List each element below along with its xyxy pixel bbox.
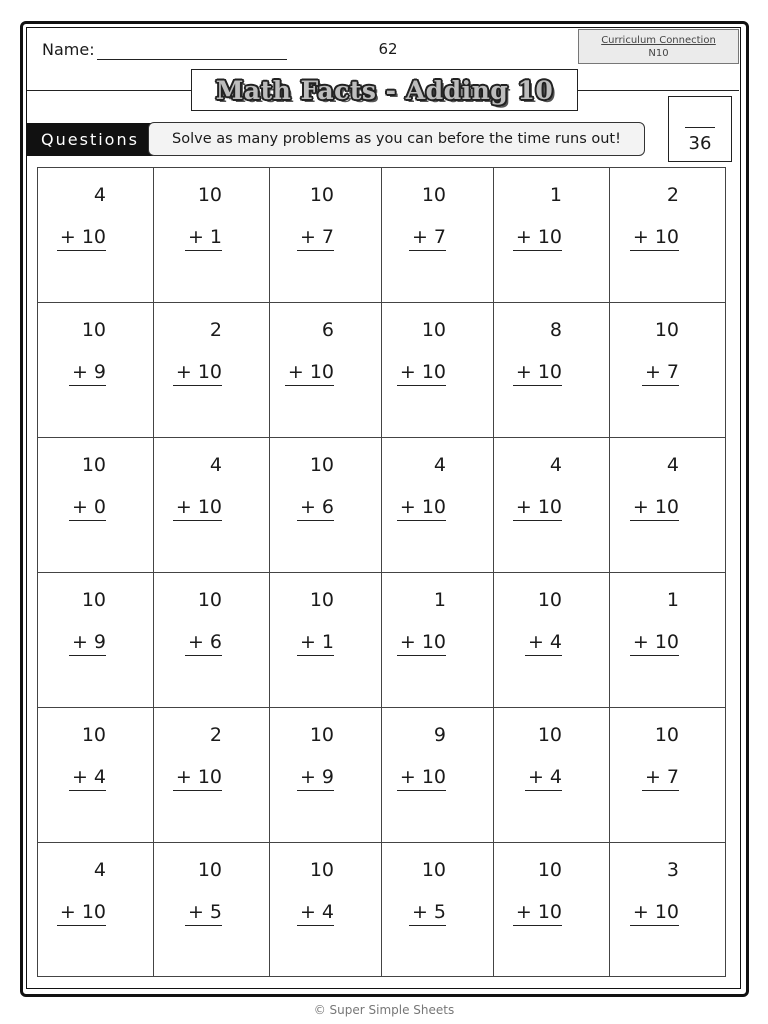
second-addend-row	[173, 764, 222, 791]
questions-tab: Questions	[27, 123, 153, 156]
second-addend: 10	[421, 496, 446, 518]
problem-cell[interactable]	[269, 842, 381, 977]
addition-problem	[297, 182, 334, 251]
curriculum-connection-title: Curriculum Connection	[601, 35, 716, 46]
addition-problem	[642, 722, 679, 791]
plus-sign: +	[299, 631, 322, 653]
second-addend: 10	[421, 361, 446, 383]
problem-cell[interactable]	[37, 437, 153, 572]
problem-cell[interactable]	[381, 842, 493, 977]
addition-problem	[185, 857, 222, 926]
first-addend: 10	[197, 184, 222, 206]
second-addend-row	[69, 764, 106, 791]
addition-problem	[397, 317, 446, 386]
plus-sign: +	[299, 226, 322, 248]
second-addend: 4	[321, 901, 334, 923]
second-addend-row	[397, 764, 446, 791]
second-addend-row	[642, 359, 679, 386]
addition-problem	[173, 317, 222, 386]
second-addend-row	[173, 359, 222, 386]
second-addend-row	[630, 494, 679, 521]
first-addend: 10	[309, 724, 334, 746]
first-addend: 10	[81, 724, 106, 746]
plus-sign: +	[175, 361, 198, 383]
second-addend-row	[642, 764, 679, 791]
second-addend: 4	[93, 766, 106, 788]
second-addend-row	[69, 629, 106, 656]
addition-problem	[513, 182, 562, 251]
first-addend: 10	[81, 454, 106, 476]
problem-cell[interactable]	[493, 707, 609, 842]
score-total: 36	[688, 133, 712, 154]
second-addend: 4	[549, 631, 562, 653]
addition-problem	[397, 587, 446, 656]
first-addend: 6	[321, 319, 334, 341]
plus-sign: +	[175, 496, 198, 518]
problem-cell[interactable]	[269, 167, 381, 302]
second-addend: 10	[654, 631, 679, 653]
addition-problem	[525, 722, 562, 791]
second-addend: 10	[421, 631, 446, 653]
plus-sign: +	[632, 631, 655, 653]
second-addend: 10	[197, 496, 222, 518]
second-addend-row	[285, 359, 334, 386]
problem-cell[interactable]	[381, 707, 493, 842]
plus-sign: +	[399, 631, 422, 653]
addition-problem	[297, 452, 334, 521]
second-addend-row	[297, 629, 334, 656]
addition-problem	[513, 857, 562, 926]
second-addend-row	[69, 359, 106, 386]
problem-cell[interactable]	[609, 302, 726, 437]
second-addend-row	[513, 224, 562, 251]
plus-sign: +	[71, 361, 94, 383]
second-addend-row	[297, 764, 334, 791]
addition-problem	[285, 317, 334, 386]
addition-problem	[630, 452, 679, 521]
first-addend: 4	[93, 859, 106, 881]
problem-grid	[37, 167, 726, 977]
plus-sign: +	[644, 361, 667, 383]
first-addend: 3	[666, 859, 679, 881]
first-addend: 10	[537, 859, 562, 881]
first-addend: 4	[209, 454, 222, 476]
sheet-number: 62	[378, 40, 398, 58]
second-addend-row	[513, 899, 562, 926]
second-addend: 10	[537, 496, 562, 518]
curriculum-connection-box	[578, 29, 739, 64]
addition-problem	[397, 452, 446, 521]
first-addend: 10	[537, 589, 562, 611]
second-addend-row	[525, 764, 562, 791]
name-line[interactable]	[97, 59, 287, 60]
problem-cell[interactable]	[269, 572, 381, 707]
first-addend: 10	[537, 724, 562, 746]
second-addend: 10	[197, 361, 222, 383]
second-addend: 0	[93, 496, 106, 518]
problem-cell[interactable]	[153, 302, 269, 437]
problem-cell[interactable]	[269, 707, 381, 842]
problem-cell[interactable]	[381, 572, 493, 707]
addition-problem	[409, 182, 446, 251]
plus-sign: +	[187, 226, 210, 248]
plus-sign: +	[411, 901, 434, 923]
first-addend: 10	[421, 184, 446, 206]
first-addend: 1	[549, 184, 562, 206]
plus-sign: +	[299, 496, 322, 518]
addition-problem	[57, 857, 106, 926]
first-addend: 10	[309, 589, 334, 611]
second-addend: 10	[654, 226, 679, 248]
first-addend: 10	[309, 859, 334, 881]
first-addend: 9	[433, 724, 446, 746]
addition-problem	[630, 587, 679, 656]
plus-sign: +	[399, 766, 422, 788]
second-addend: 10	[81, 226, 106, 248]
plus-sign: +	[399, 361, 422, 383]
addition-problem	[69, 317, 106, 386]
second-addend-row	[297, 224, 334, 251]
addition-problem	[69, 722, 106, 791]
second-addend-row	[297, 899, 334, 926]
second-addend: 10	[421, 766, 446, 788]
addition-problem	[185, 182, 222, 251]
second-addend: 9	[93, 631, 106, 653]
first-addend: 1	[666, 589, 679, 611]
problem-cell[interactable]	[609, 707, 726, 842]
first-addend: 10	[197, 589, 222, 611]
problem-cell[interactable]	[37, 572, 153, 707]
second-addend: 10	[309, 361, 334, 383]
addition-problem	[513, 317, 562, 386]
plus-sign: +	[527, 766, 550, 788]
addition-problem	[297, 722, 334, 791]
addition-problem	[57, 182, 106, 251]
second-addend-row	[185, 224, 222, 251]
second-addend: 5	[433, 901, 446, 923]
plus-sign: +	[527, 631, 550, 653]
second-addend-row	[409, 224, 446, 251]
addition-problem	[69, 452, 106, 521]
plus-sign: +	[187, 631, 210, 653]
plus-sign: +	[632, 496, 655, 518]
addition-problem	[630, 857, 679, 926]
second-addend: 6	[321, 496, 334, 518]
first-addend: 4	[433, 454, 446, 476]
second-addend-row	[185, 899, 222, 926]
second-addend: 7	[666, 766, 679, 788]
instruction-box	[148, 122, 645, 156]
addition-problem	[630, 182, 679, 251]
second-addend-row	[57, 224, 106, 251]
page-title: Math Facts - Adding 10	[215, 75, 554, 105]
plus-sign: +	[515, 496, 538, 518]
divider-left	[27, 90, 191, 91]
plus-sign: +	[175, 766, 198, 788]
problem-cell[interactable]	[381, 437, 493, 572]
problem-cell[interactable]	[37, 707, 153, 842]
second-addend: 7	[433, 226, 446, 248]
second-addend: 10	[654, 496, 679, 518]
instruction-text: Solve as many problems as you can before the time runs out!	[172, 131, 621, 147]
first-addend: 10	[81, 589, 106, 611]
problem-cell[interactable]	[493, 302, 609, 437]
problem-cell[interactable]	[269, 437, 381, 572]
second-addend-row	[57, 899, 106, 926]
second-addend-row	[397, 359, 446, 386]
plus-sign: +	[515, 361, 538, 383]
plus-sign: +	[59, 901, 82, 923]
problem-cell[interactable]	[37, 302, 153, 437]
curriculum-code: N10	[648, 48, 669, 59]
addition-problem	[173, 722, 222, 791]
problem-cell[interactable]	[609, 437, 726, 572]
second-addend-row	[297, 494, 334, 521]
second-addend-row	[409, 899, 446, 926]
problem-cell[interactable]	[493, 167, 609, 302]
addition-problem	[409, 857, 446, 926]
second-addend: 10	[654, 901, 679, 923]
plus-sign: +	[411, 226, 434, 248]
first-addend: 10	[654, 724, 679, 746]
second-addend-row	[525, 629, 562, 656]
plus-sign: +	[515, 901, 538, 923]
problem-cell[interactable]	[609, 167, 726, 302]
second-addend-row	[397, 629, 446, 656]
plus-sign: +	[632, 901, 655, 923]
first-addend: 10	[421, 319, 446, 341]
second-addend: 5	[209, 901, 222, 923]
addition-problem	[297, 857, 334, 926]
second-addend: 10	[81, 901, 106, 923]
first-addend: 4	[549, 454, 562, 476]
first-addend: 1	[433, 589, 446, 611]
second-addend: 9	[321, 766, 334, 788]
addition-problem	[642, 317, 679, 386]
second-addend: 10	[537, 361, 562, 383]
first-addend: 2	[209, 319, 222, 341]
addition-problem	[173, 452, 222, 521]
second-addend-row	[173, 494, 222, 521]
first-addend: 2	[209, 724, 222, 746]
problem-cell[interactable]	[381, 302, 493, 437]
plus-sign: +	[71, 496, 94, 518]
problem-cell[interactable]	[153, 707, 269, 842]
footer-copyright: © Super Simple Sheets	[313, 1003, 455, 1017]
second-addend-row	[397, 494, 446, 521]
first-addend: 10	[654, 319, 679, 341]
addition-problem	[513, 452, 562, 521]
plus-sign: +	[71, 766, 94, 788]
score-box	[668, 96, 732, 162]
problem-cell[interactable]	[153, 437, 269, 572]
problem-cell[interactable]	[609, 842, 726, 977]
second-addend-row	[630, 224, 679, 251]
divider-right	[578, 90, 739, 91]
problem-cell[interactable]	[493, 842, 609, 977]
second-addend-row	[185, 629, 222, 656]
first-addend: 10	[197, 859, 222, 881]
second-addend: 1	[321, 631, 334, 653]
addition-problem	[525, 587, 562, 656]
first-addend: 4	[93, 184, 106, 206]
problem-cell[interactable]	[153, 842, 269, 977]
plus-sign: +	[287, 361, 310, 383]
first-addend: 10	[309, 184, 334, 206]
problem-cell[interactable]	[153, 167, 269, 302]
name-label: Name:	[42, 40, 95, 59]
second-addend-row	[69, 494, 106, 521]
first-addend: 10	[81, 319, 106, 341]
addition-problem	[69, 587, 106, 656]
addition-problem	[297, 587, 334, 656]
problem-cell[interactable]	[381, 167, 493, 302]
second-addend-row	[513, 359, 562, 386]
second-addend-row	[630, 899, 679, 926]
problem-cell[interactable]	[269, 302, 381, 437]
second-addend: 10	[537, 901, 562, 923]
second-addend: 10	[197, 766, 222, 788]
second-addend: 9	[93, 361, 106, 383]
problem-cell[interactable]	[37, 167, 153, 302]
second-addend: 6	[209, 631, 222, 653]
second-addend: 7	[666, 361, 679, 383]
addition-problem	[185, 587, 222, 656]
plus-sign: +	[187, 901, 210, 923]
first-addend: 2	[666, 184, 679, 206]
plus-sign: +	[71, 631, 94, 653]
plus-sign: +	[399, 496, 422, 518]
problem-cell[interactable]	[153, 572, 269, 707]
problem-cell[interactable]	[493, 572, 609, 707]
plus-sign: +	[632, 226, 655, 248]
plus-sign: +	[299, 901, 322, 923]
problem-cell[interactable]	[609, 572, 726, 707]
second-addend: 4	[549, 766, 562, 788]
second-addend-row	[513, 494, 562, 521]
first-addend: 10	[309, 454, 334, 476]
problem-cell[interactable]	[37, 842, 153, 977]
title-banner	[191, 69, 578, 111]
plus-sign: +	[644, 766, 667, 788]
score-blank-line[interactable]	[685, 127, 715, 128]
second-addend-row	[630, 629, 679, 656]
first-addend: 8	[549, 319, 562, 341]
second-addend: 1	[209, 226, 222, 248]
plus-sign: +	[59, 226, 82, 248]
plus-sign: +	[515, 226, 538, 248]
problem-cell[interactable]	[493, 437, 609, 572]
second-addend: 7	[321, 226, 334, 248]
first-addend: 10	[421, 859, 446, 881]
plus-sign: +	[299, 766, 322, 788]
addition-problem	[397, 722, 446, 791]
first-addend: 4	[666, 454, 679, 476]
second-addend: 10	[537, 226, 562, 248]
